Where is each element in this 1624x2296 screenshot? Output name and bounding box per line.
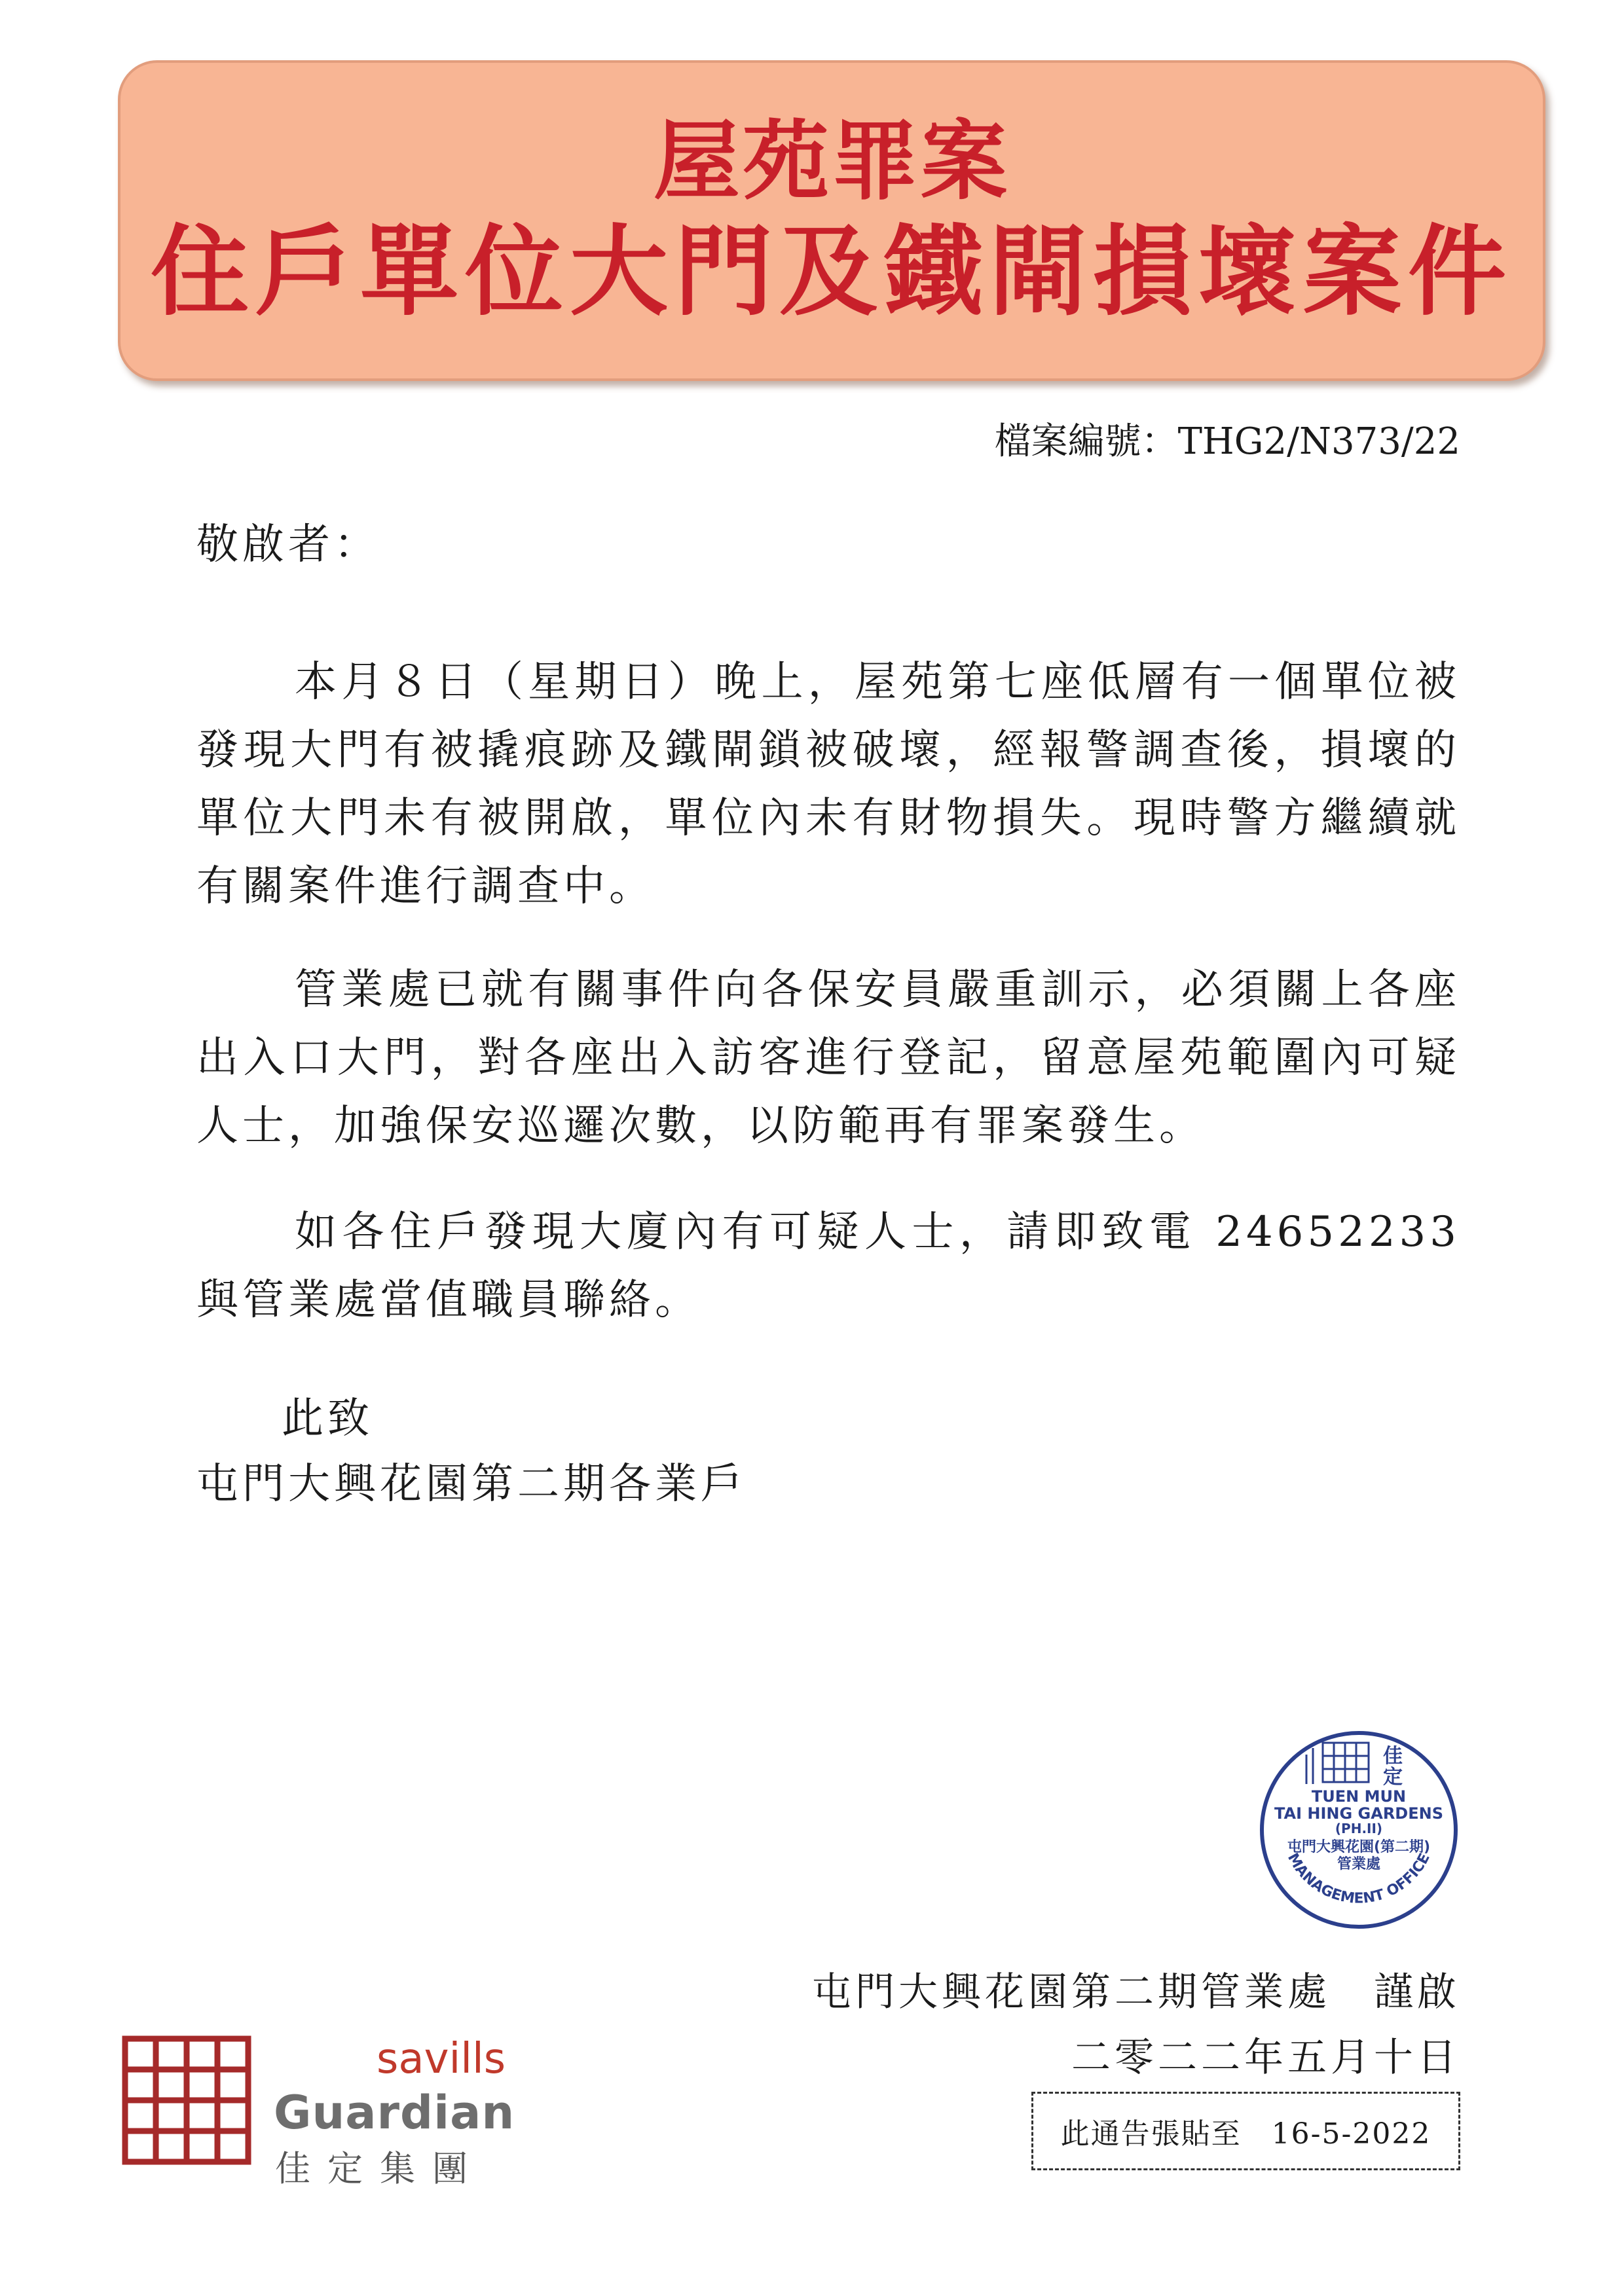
logo-chinese-name: 佳定集團 — [275, 2148, 485, 2189]
stamp-arc-text: MANAGEMENT OFFICE — [1284, 1850, 1433, 1907]
title-line-1: 屋苑罪案 — [654, 111, 1010, 212]
paragraph-incident: 本月８日（星期日）晚上，屋苑第七座低層有一個單位被發現大門有被撬痕跡及鐵閘鎖被破壞，經報警調查後，損壞的單位大門未有被開啟，單位內未有財物損失。現時警方繼續就有關案件進行調查中。 — [196, 658, 1460, 911]
stamp-line-phase: (PH.II) — [1335, 1821, 1383, 1836]
stamp-line-tuen-mun: TUEN MUN — [1311, 1787, 1407, 1806]
title-line-2: 住戶單位大門及鐵閘損壞案件 — [150, 215, 1513, 330]
paragraph-contact: 如各住戶發現大廈內有可疑人士，請即致電 24652233 與管業處當值職員聯絡。 — [196, 1208, 1460, 1324]
building-grid-icon — [1306, 1743, 1369, 1784]
posting-notice-box — [1031, 2092, 1460, 2170]
paragraph-measures: 管業處已就有關事件向各保安員嚴重訓示，必須關上各座出入口大門，對各座出入訪客進行登記，留意屋苑範圍內可疑人士，加強保安巡邏次數，以防範再有罪案發生。 — [196, 966, 1460, 1150]
salutation: 敬啟者： — [196, 520, 380, 569]
title-banner — [118, 60, 1545, 381]
closing-greeting: 此致 — [282, 1394, 373, 1443]
logo-guardian: Guardian — [274, 2086, 515, 2140]
guardian-grid-logo-icon — [121, 2035, 252, 2166]
file-reference: 檔案編號：THG2/N373/22 — [994, 420, 1460, 463]
posting-notice-text: 此通告張貼至 16-5-2022 — [1060, 2117, 1431, 2151]
management-office-stamp — [1257, 1728, 1460, 1931]
stamp-line-office: 管業處 — [1337, 1856, 1381, 1872]
signoff-office: 屯門大興花園第二期管業處 謹啟 — [812, 1969, 1460, 2015]
stamp-char-2: 定 — [1383, 1766, 1403, 1789]
logo-savills: savills — [377, 2035, 506, 2083]
stamp-line-gardens: TAI HING GARDENS — [1274, 1804, 1443, 1823]
closing-recipient: 屯門大興花園第二期各業戶 — [196, 1460, 747, 1508]
stamp-char-1: 佳 — [1383, 1745, 1403, 1768]
signoff-date: 二零二二年五月十日 — [1071, 2035, 1460, 2081]
stamp-line-chinese-name: 屯門大興花園(第二期) — [1287, 1839, 1431, 1855]
